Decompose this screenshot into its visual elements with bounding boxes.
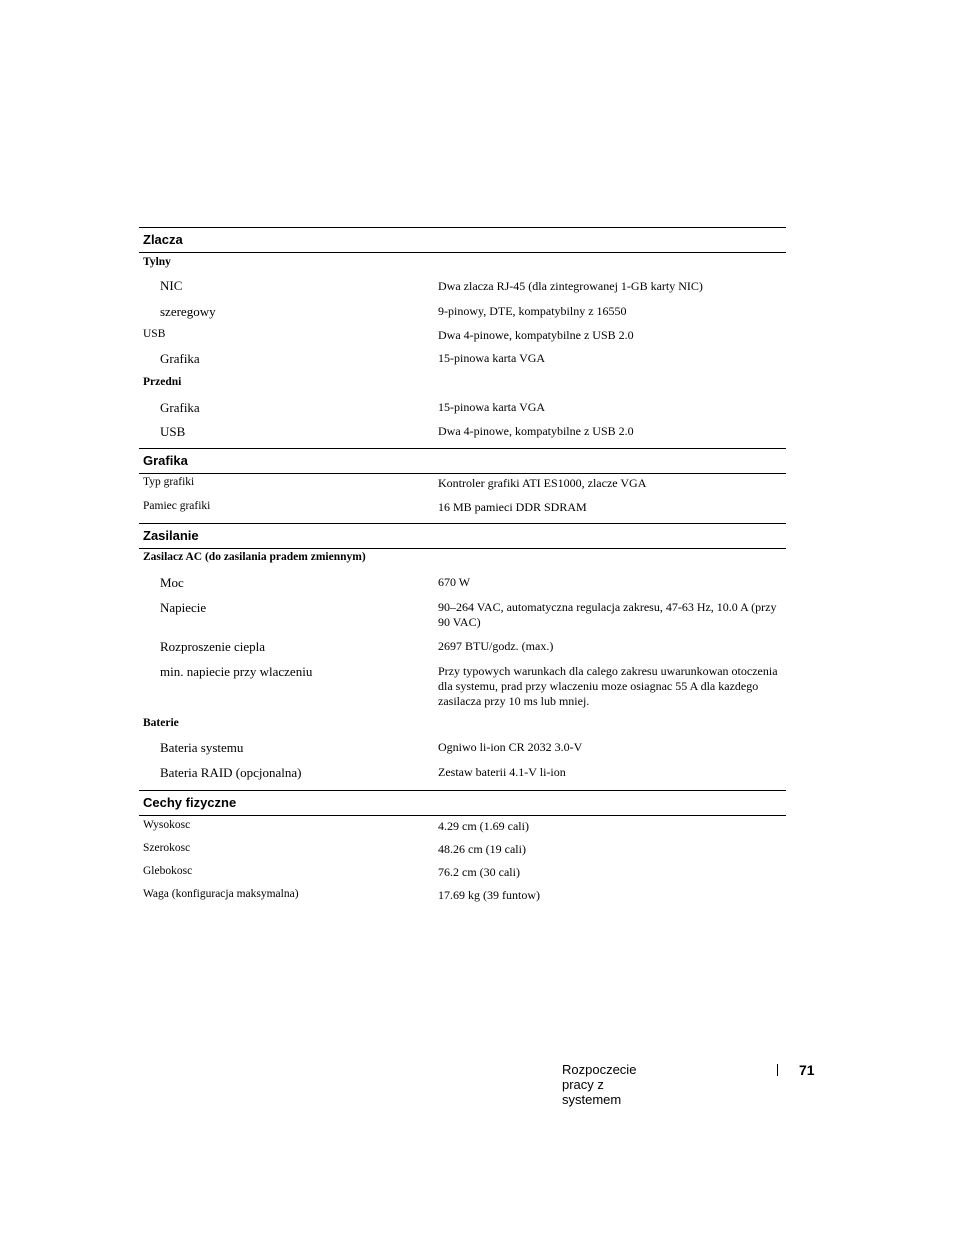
row-value: Przy typowych warunkach dla calego zakresu uwarunkowan otoczenia dla systemu, prad przy wlaczeniu moze osiagnac 55 A dla kazdego zasilacza przy 10 ms lub mniej. [438, 664, 778, 708]
section-header-zlacza [139, 227, 786, 253]
row-label: Waga (konfiguracja maksymalna) [143, 888, 299, 900]
row-label: Szerokosc [143, 842, 191, 854]
spec-row-grafika [139, 349, 786, 373]
section-title: Grafika [143, 453, 188, 468]
row-label: Pamiec grafiki [143, 500, 211, 512]
row-label: szeregowy [160, 304, 216, 319]
spec-row-zasilacz-ac [139, 549, 786, 573]
section-header-zasilanie [139, 523, 786, 549]
row-value: Kontroler grafiki ATI ES1000, zlacze VGA [438, 476, 647, 490]
row-value: 15-pinowa karta VGA [438, 400, 546, 414]
row-label: Typ grafiki [143, 476, 195, 488]
section-title: Zasilanie [143, 528, 199, 543]
spec-row-napiecie [139, 598, 786, 637]
section-title: Cechy fizyczne [143, 795, 237, 810]
row-label: min. napiecie przy wlaczeniu [160, 664, 313, 679]
row-label: USB [160, 424, 186, 439]
spec-row-usb [139, 325, 786, 349]
row-label: Przedni [143, 376, 182, 388]
row-label: Grafika [160, 351, 200, 366]
spec-row-bateria-raid [139, 763, 786, 790]
footer-chapter-title: Rozpoczecie pracy z systemem [562, 1062, 637, 1107]
page-number: 71 [799, 1062, 815, 1078]
spec-row-szeregowy [139, 301, 786, 325]
row-label: Rozproszenie ciepla [160, 639, 266, 654]
row-value: 16 MB pamieci DDR SDRAM [438, 500, 587, 514]
spec-row-pamiec-grafiki [139, 498, 786, 523]
row-label: Bateria RAID (opcjonalna) [160, 765, 302, 780]
section-header-cechy-fizyczne [139, 790, 786, 816]
row-value: 48.26 cm (19 cali) [438, 842, 526, 856]
row-label: Zasilacz AC (do zasilania pradem zmiennym) [143, 551, 366, 563]
row-label: Glebokosc [143, 865, 193, 877]
row-value: 17.69 kg (39 funtow) [438, 888, 540, 902]
row-value: 2697 BTU/godz. (max.) [438, 639, 554, 653]
spec-row-bateria-systemu [139, 738, 786, 763]
spec-row-przedni [139, 373, 786, 397]
row-value: 4.29 cm (1.69 cali) [438, 819, 529, 833]
row-value: 9-pinowy, DTE, kompatybilny z 16550 [438, 304, 627, 318]
row-label: USB [143, 328, 166, 340]
spec-row-typ-grafiki [139, 474, 786, 498]
spec-row-nic [139, 276, 786, 301]
spec-table [139, 227, 786, 908]
spec-row-usb-front [139, 421, 786, 448]
row-value: 76.2 cm (30 cali) [438, 865, 520, 879]
row-label: Moc [160, 575, 184, 590]
row-value: Ogniwo li-ion CR 2032 3.0-V [438, 740, 583, 754]
row-value: Dwa 4-pinowe, kompatybilne z USB 2.0 [438, 424, 634, 438]
row-value: Dwa 4-pinowe, kompatybilne z USB 2.0 [438, 328, 634, 342]
row-label: Wysokosc [143, 819, 191, 831]
spec-row-baterie [139, 715, 786, 738]
row-label: Napiecie [160, 600, 207, 615]
spec-row-waga [139, 885, 786, 908]
spec-row-wysokosc [139, 816, 786, 839]
spec-row-szerokosc [139, 839, 786, 862]
row-label: Tylny [143, 256, 171, 268]
row-value: Dwa zlacza RJ-45 (dla zintegrowanej 1-GB karty NIC) [438, 279, 703, 293]
section-title: Zlacza [143, 232, 183, 247]
spec-row-glebokosc [139, 862, 786, 885]
spec-row-moc [139, 573, 786, 598]
spec-row-tylny [139, 253, 786, 276]
row-value: 15-pinowa karta VGA [438, 351, 546, 365]
row-label: Bateria systemu [160, 740, 244, 755]
footer-divider [777, 1064, 778, 1076]
spec-row-grafika-front [139, 397, 786, 421]
section-header-grafika [139, 448, 786, 474]
row-label: Grafika [160, 400, 200, 415]
row-label: Baterie [143, 717, 179, 729]
row-value: 670 W [438, 575, 471, 589]
row-value: 90–264 VAC, automatyczna regulacja zakresu, 47-63 Hz, 10.0 A (przy 90 VAC) [438, 600, 777, 629]
spec-row-min-napiecie [139, 662, 786, 715]
spec-row-rozproszenie-ciepla [139, 637, 786, 662]
row-value: Zestaw baterii 4.1-V li-ion [438, 765, 566, 779]
row-label: NIC [160, 278, 183, 293]
